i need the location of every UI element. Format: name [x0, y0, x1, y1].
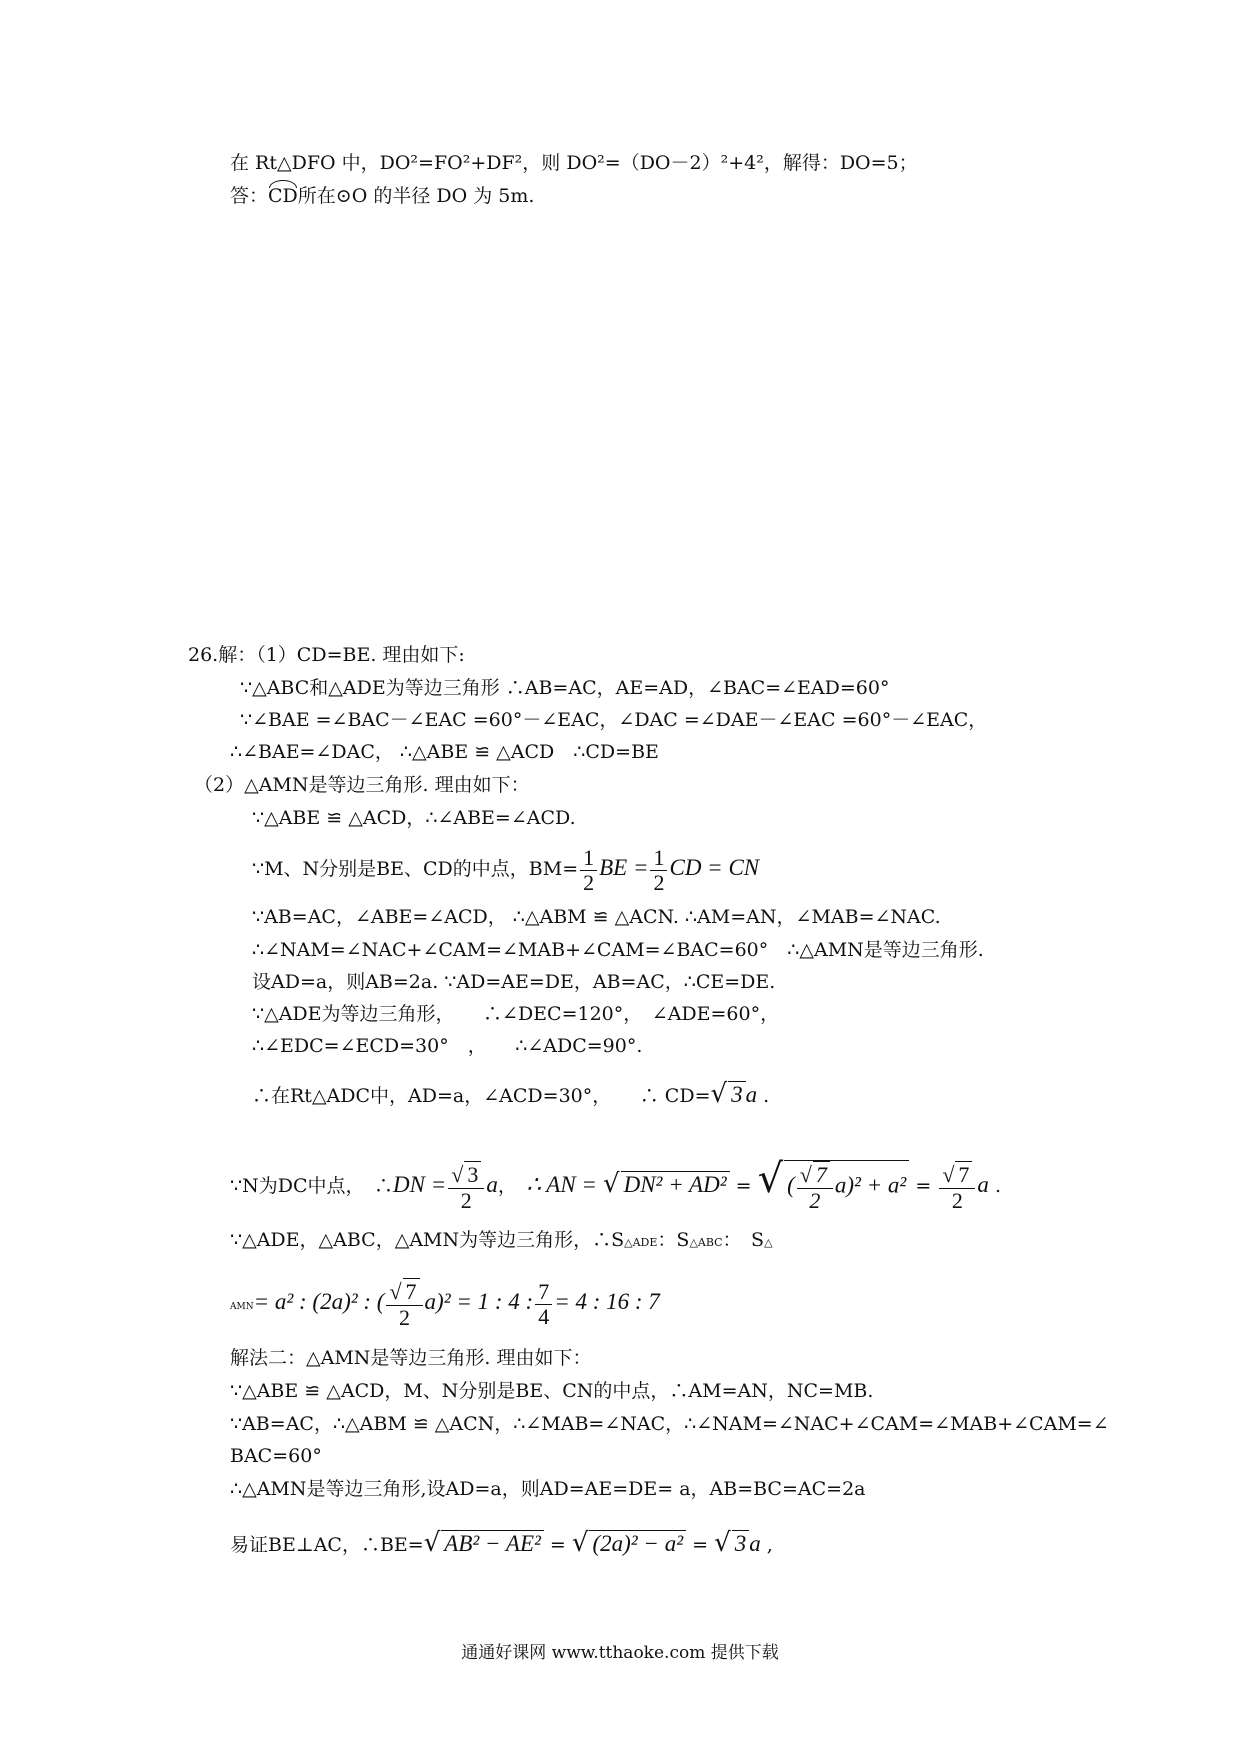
sol25-line-2 [230, 183, 534, 209]
fraction-half-2 [650, 846, 667, 895]
sol26-line-21: ∴△AMN是等边三角形,设AD=a，则AD=AE=DE= a，AB=BC=AC=2a [230, 1478, 866, 1500]
answer-text: 所在⊙O 的半径 DO 为 5m. [297, 185, 535, 207]
subscript-abc: △ABC [689, 1236, 723, 1249]
numerator: √ 3 [448, 1161, 484, 1189]
ratio-expression-a: = a² : (2a)² : ( [253, 1289, 385, 1314]
area-ratio-text: ∵△ADE，△ABC，△AMN为等边三角形，∴S [230, 1229, 625, 1251]
variable: a [977, 1172, 989, 1197]
sqrt-dn2-ad2: √ DN² + AD² [603, 1172, 730, 1197]
an-label: ∴ AN = [526, 1172, 597, 1197]
sol26-line-18: ∵△ABE ≌ △ACD，M、N分别是BE、CN的中点，∴AM=AN，NC=MB. [230, 1380, 874, 1402]
sol26-method2-heading: 解法二：△AMN是等边三角形. 理由如下： [230, 1347, 592, 1369]
sol26-line-14: ∵N为DC中点， ∴DN = $\frac{√ 3}{2}$ a， ∴ AN = √ DN² + AD² = √ ( $\frac{√ 7}{2}$ a)² + a² = $\frac{√ 7}{2}$ a . [230, 1156, 1002, 1213]
sol26-line-19: ∵AB=AC，∴△ABM ≌ △ACN，∴∠MAB=∠NAC，∴∠NAM=∠NAC+∠CAM=∠MAB+∠CAM=∠ [230, 1413, 1109, 1435]
sqrt-ab2-ae2: √ AB² − AE² [424, 1531, 544, 1556]
sol25-line-1: 在 Rt△DFO 中，DO²=FO²+DF²，则 DO²=（DO－2）²+4²，解得：DO=5； [230, 152, 918, 174]
cd-equals-cn: CD = CN [669, 855, 760, 880]
subscript-amn: AMN [230, 1302, 254, 1312]
subscript-triangle: △ [764, 1236, 773, 1249]
subscript-ade: △ADE [624, 1236, 658, 1249]
sol26-line-7 [252, 840, 759, 896]
answer-label: 答： [230, 185, 269, 207]
fraction-sqrt7-over-2-b: $\frac{√ 7}{2}$ [386, 1278, 422, 1330]
numerator: 1 [580, 846, 597, 871]
fraction-half-1 [580, 846, 597, 895]
sol26-line-4: ∴∠BAE=∠DAC， ∴△ABE ≌ △ACD ∴CD=BE [230, 741, 659, 763]
n-midpoint-text: ∵N为DC中点， ∴ [230, 1175, 393, 1197]
be-equals: BE = [599, 855, 649, 880]
sol26-line-13: ∴在Rt△ADC中，AD=a，∠ACD=30°， ∴ CD=√ 3 a . [252, 1079, 770, 1109]
fraction-7-over-4: $\frac{7}{4}$ [535, 1280, 552, 1329]
denominator: 2 [653, 869, 665, 895]
midpoint-text: ∵M、N分别是BE、CD的中点，BM= [252, 858, 579, 880]
denominator: 2 [460, 1188, 472, 1213]
sol26-line-6: ∵△ABE ≌ △ACD，∴∠ABE=∠ACD. [252, 807, 576, 829]
sol26-heading: 26.解：（1）CD=BE. 理由如下: [188, 644, 465, 666]
be-perp-text: 易证BE⊥AC，∴BE= [230, 1534, 424, 1556]
dn-label: DN = [393, 1172, 447, 1197]
sol26-part2-heading: （2）△AMN是等边三角形. 理由如下： [194, 774, 530, 796]
sol26-line-15: ∵△ADE，△ABC，△AMN为等边三角形，∴S△ADE：S△ABC： S△ [230, 1229, 773, 1251]
sqrt-2a2-a2: √ (2a)² − a² [572, 1531, 686, 1556]
arc-cd: CD [268, 185, 298, 207]
sol26-line-12: ∴∠EDC=∠ECD=30° ， ∴∠ADC=90°. [252, 1035, 643, 1057]
sqrt-expression: √ ( $\frac{√ 7}{2}$ a)² + a² [758, 1172, 910, 1197]
rt-adc-text: ∴在Rt△ADC中，AD=a，∠ACD=30°， ∴ CD= [252, 1085, 711, 1107]
sol26-line-3: ∵∠BAE =∠BAC－∠EAC =60°－∠EAC，∠DAC =∠DAE－∠EAC =60°－∠EAC， [240, 709, 988, 731]
fraction-sqrt7-over-2: $\frac{√ 7}{2}$ [939, 1161, 975, 1213]
page-footer: 通通好课网 www.tthaoke.com 提供下载 [461, 1643, 779, 1663]
fraction-sqrt3-over-2 [448, 1161, 484, 1213]
sol26-line-2: ∵△ABC和△ADE为等边三角形 ∴AB=AC，AE=AD，∠BAC=∠EAD=60° [240, 677, 890, 699]
sol26-line-22: 易证BE⊥AC，∴BE=√ AB² − AE² = √ (2a)² − a² = √ 3 a , [230, 1528, 773, 1558]
sol26-line-9: ∴∠NAM=∠NAC+∠CAM=∠MAB+∠CAM=∠BAC=60° ∴△AMN是等边三角形. [252, 939, 984, 961]
sol26-line-16 [230, 1272, 660, 1332]
variable: a [486, 1172, 498, 1197]
sol26-line-8: ∵AB=AC，∠ABE=∠ACD， ∴△ABM ≌ △ACN. ∴AM=AN，∠MAB=∠NAC. [252, 906, 941, 928]
sol26-line-10: 设AD=a，则AB=2a. ∵AD=AE=DE，AB=AC，∴CE=DE. [252, 971, 776, 993]
ratio-result: = 4 : 16 : 7 [554, 1289, 660, 1314]
sqrt-3a: √ 3 a [710, 1079, 758, 1109]
sol26-line-20: BAC=60° [230, 1445, 322, 1467]
denominator: 2 [583, 869, 595, 895]
sqrt-3a-result: √ 3 a [714, 1528, 761, 1558]
ratio-expression-b: a)² = 1 : 4 : [424, 1289, 534, 1314]
sol26-line-11: ∵△ADE为等边三角形， ∴∠DEC=120°， ∠ADE=60°， [252, 1003, 780, 1025]
radicand: 3 [728, 1081, 746, 1108]
variable: a [745, 1082, 758, 1107]
numerator: 1 [650, 846, 667, 871]
